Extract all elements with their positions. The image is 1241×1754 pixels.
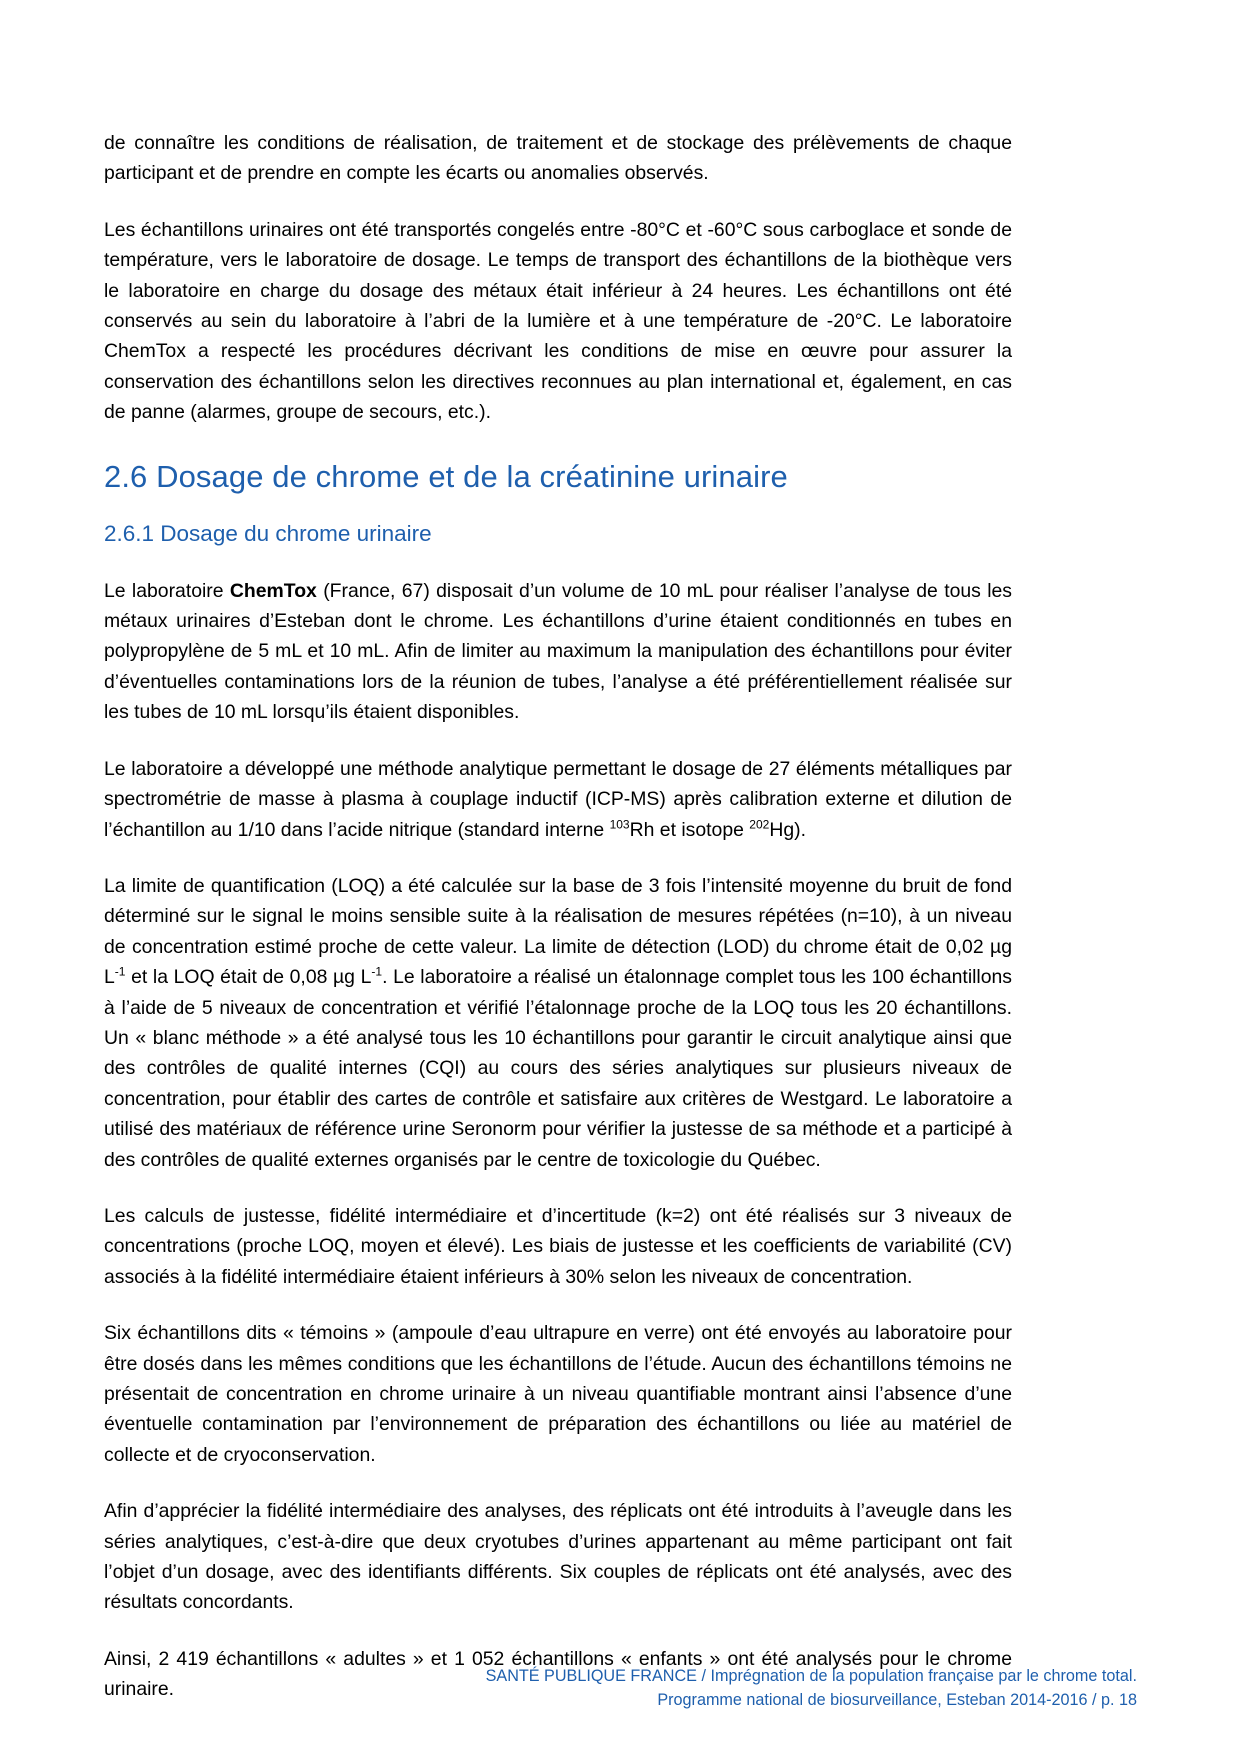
paragraph-sample-transport: Les échantillons urinaires ont été transportés congelés entre -80°C et -60°C sous carboglace et sonde de température, vers le laboratoire de dosage. Le temps de transport des échantillons de la biothèque vers le laboratoire en charge du dosage des métaux était inférieur à 24 heures. Les échantillons ont été conservés au sein du laboratoire à l’abri de la lumière et à une température de -20°C. Le laboratoire ChemTox a respecté les procédures décrivant les conditions de mise en œuvre pour assurer la conservation des échantillons selon les directives reconnues au plan international et, également, en cas de panne (alarmes, groupe de secours, etc.). <box>104 218 1012 424</box>
unit-exponent-lod: -1 <box>114 964 126 979</box>
footer-line-organization: SANTÉ PUBLIQUE FRANCE / Imprégnation de la population française par le chrome total. <box>485 1667 1137 1685</box>
subsection-heading-2-6-1: 2.6.1 Dosage du chrome urinaire <box>104 520 432 546</box>
loq-text-part-2: et la LOQ était de 0,08 µg L <box>125 966 372 989</box>
loq-text-part-1: La limite de quantification (LOQ) a été calculée sur la base de 3 fois l’intensité moyenne du bruit de fond déterminé sur le signal le moins sensible suite à la réalisation de mesures répétées (n=10), à un niveau de concentration estimé proche de cette valeur. La limite de détection (LOD) du chrome était de 0,02 µg L <box>104 874 1012 989</box>
page-footer <box>104 1664 1137 1712</box>
paragraph-chemtox-laboratory <box>104 576 1012 728</box>
paragraph-loq-lod <box>104 871 1012 1175</box>
paragraph-replicates: Afin d’apprécier la fidélité intermédiaire des analyses, des réplicats ont été introduits à l’aveugle dans les séries analytiques, c’est-à-dire que deux cryotubes d’urines appartenant au même participant ont fait l’objet d’un dosage, avec des identifiants différents. Six couples de réplicats ont été analysés, avec des résultats concordants. <box>104 1500 1012 1614</box>
method-text-mid: Rh et isotope <box>629 818 750 841</box>
method-text-pre: Le laboratoire a développé une méthode analytique permettant le dosage de 27 éléments métalliques par spectrométrie de masse à plasma à couplage inductif (ICP-MS) après calibration externe et dilution de l’échantillon au 1/10 dans l’acide nitrique (standard interne <box>104 757 1012 841</box>
footer-line-programme-page: Programme national de biosurveillance, Esteban 2014-2016 / p. 18 <box>657 1691 1137 1709</box>
paragraph-sample-totals: Ainsi, 2 419 échantillons « adultes » et 1 052 échantillons « enfants » ont été analysés pour le chrome urinaire. <box>104 1647 1012 1701</box>
isotope-rh-superscript: 103 <box>609 817 630 832</box>
chemtox-lab-name: ChemTox <box>229 579 317 602</box>
paragraph-accuracy-precision: Les calculs de justesse, fidélité intermédiaire et d’incertitude (k=2) ont été réalisés sur 3 niveaux de concentrations (proche LOQ, moyen et élevé). Les biais de justesse et les coefficients de variabilité (CV) associés à la fidélité intermédiaire étaient inférieurs à 30% selon les niveaux de concentration. <box>104 1204 1012 1288</box>
isotope-hg-superscript: 202 <box>749 817 770 832</box>
chemtox-intro-pre: Le laboratoire <box>104 579 230 602</box>
page-content <box>104 128 1012 1705</box>
section-heading-2-6: 2.6 Dosage de chrome et de la créatinine urinaire <box>104 458 788 494</box>
loq-text-part-3: . Le laboratoire a réalisé un étalonnage complet tous les 100 échantillons à l’aide de 5 niveaux de concentration et vérifié l’étalonnage proche de la LOQ tous les 20 échantillons. Un « blanc méthode » a été analysé tous les 10 échantillons pour garantir le circuit analytique ainsi que des contrôles de qualité internes (CQI) au cours des séries analytiques sur plusieurs niveaux de concentration, pour établir des cartes de contrôle et satisfaire aux critères de Westgard. Le laboratoire a utilisé des matériaux de référence urine Seronorm pour vérifier la justesse de sa méthode et a participé à des contrôles de qualité externes organisés par le centre de toxicologie du Québec. <box>104 966 1013 1171</box>
paragraph-witness-samples: Six échantillons dits « témoins » (ampoule d’eau ultrapure en verre) ont été envoyés au laboratoire pour être dosés dans les mêmes conditions que les échantillons de l’étude. Aucun des échantillons témoins ne présentait de concentration en chrome urinaire à un niveau quantifiable montrant ainsi l’absence d’une éventuelle contamination par l’environnement de préparation des échantillons ou liée au matériel de collecte et de cryoconservation. <box>104 1322 1012 1466</box>
unit-exponent-loq: -1 <box>371 964 383 979</box>
chemtox-intro-post: (France, 67) disposait d’un volume de 10 mL pour réaliser l’analyse de tous les métaux urinaires d’Esteban dont le chrome. Les échantillons d’urine étaient conditionnés en tubes en polypropylène de 5 mL et 10 mL. Afin de limiter au maximum la manipulation des échantillons pour éviter d’éventuelles contaminations lors de la réunion de tubes, l’analyse a été préférentiellement réalisée sur les tubes de 10 mL lorsqu’ils étaient disponibles. <box>104 579 1013 724</box>
paragraph-intro-continuation: de connaître les conditions de réalisation, de traitement et de stockage des prélèvements de chaque participant et de prendre en compte les écarts ou anomalies observés. <box>104 132 1012 185</box>
method-text-post: Hg). <box>769 818 806 841</box>
paragraph-analytical-method <box>104 754 1012 845</box>
